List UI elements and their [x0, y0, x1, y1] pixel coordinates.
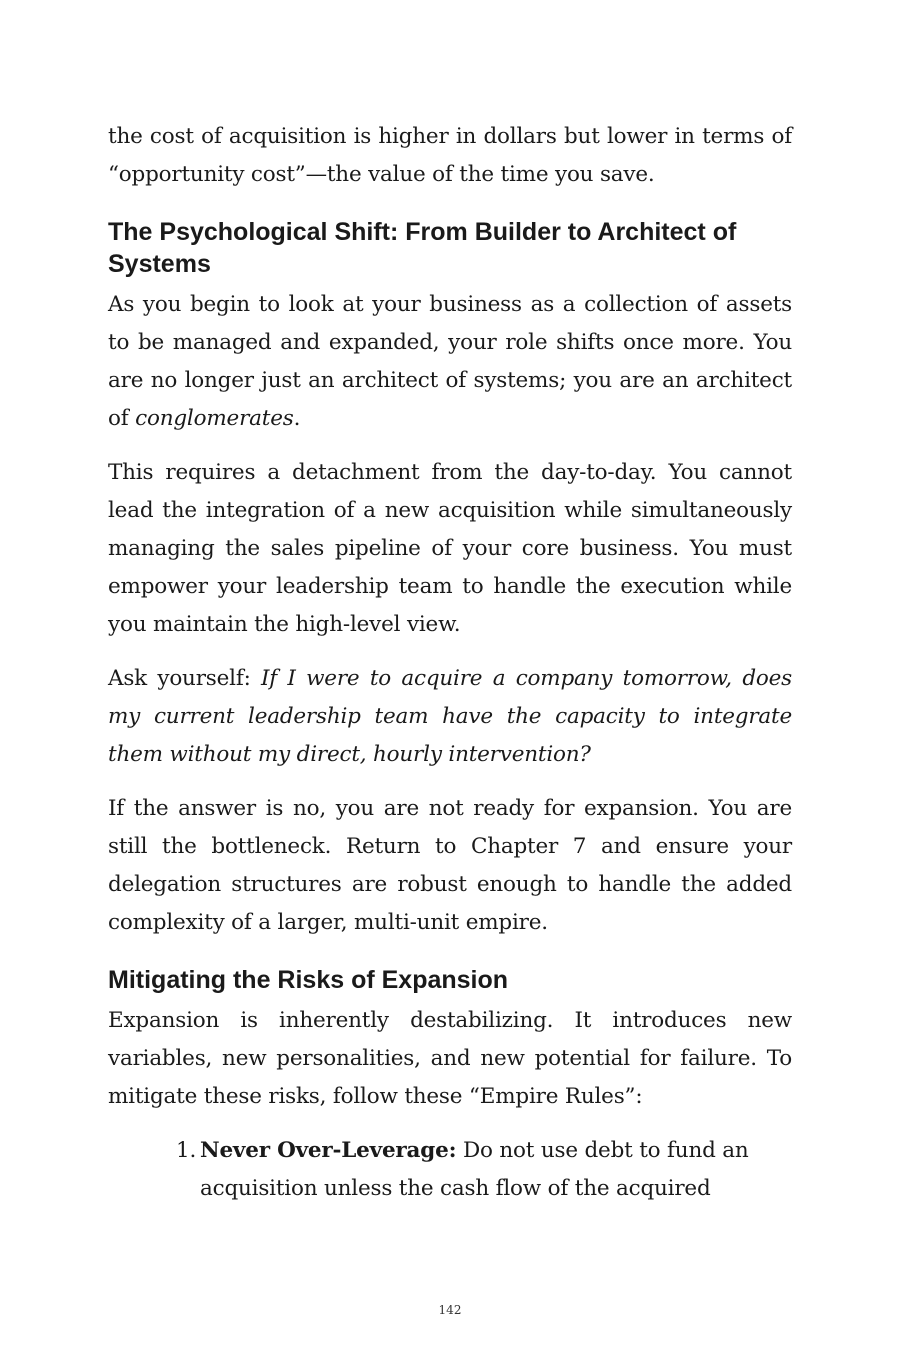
section-heading-mitigating-risks: Mitigating the Risks of Expansion	[108, 966, 509, 994]
paragraph-detachment: This requires a detachment from the day-to-day. You cannot lead the integration of a new acquisition while simultaneously managing the sales pipeline of your core business. You must empower your leadership team to handle the execution while you maintain the high-level view.	[108, 460, 792, 637]
ask-yourself-question: If I were to acquire a company tomorrow, does my current leadership team have the capacity to integrate them without my direct, hourly intervention?	[108, 666, 792, 767]
paragraph-expansion-destabilizing: Expansion is inherently destabilizing. It introduces new variables, new personalities, and new potential for failure. To mitigate these risks, follow these “Empire Rules”:	[108, 1008, 792, 1109]
paragraph-bottleneck: If the answer is no, you are not ready for expansion. You are still the bottleneck. Return to Chapter 7 and ensure your delegation structures are robust enough to handle the added complexity of a larger, multi-unit empire.	[108, 796, 792, 935]
list-item-title: Never Over-Leverage:	[200, 1138, 457, 1163]
emphasis-conglomerates: conglomerates	[135, 406, 294, 431]
ask-yourself-lead: Ask yourself:	[108, 666, 261, 691]
empire-rules-list	[108, 1132, 792, 1208]
list-item-number: 1.	[176, 1138, 197, 1163]
section-heading-psychological-shift: The Psychological Shift: From Builder to Architect of Systems	[108, 218, 737, 278]
paragraph-role-shift	[108, 286, 792, 438]
page-body	[108, 118, 792, 1208]
paragraph-role-shift-end: .	[293, 406, 301, 431]
page-number: 142	[438, 1303, 462, 1317]
paragraph-opportunity-cost: the cost of acquisition is higher in dollars but lower in terms of “opportunity cost”—the value of the time you save.	[108, 124, 792, 187]
list-item-text: Do not use debt to fund an acquisition unless the cash flow of the acquired	[200, 1138, 749, 1201]
paragraph-ask-yourself	[108, 660, 792, 774]
list-item	[176, 1132, 792, 1208]
paragraph-role-shift-text: As you begin to look at your business as a collection of assets to be managed and expanded, your role shifts once more. You are no longer just an architect of systems; you are an architect of	[108, 292, 792, 431]
